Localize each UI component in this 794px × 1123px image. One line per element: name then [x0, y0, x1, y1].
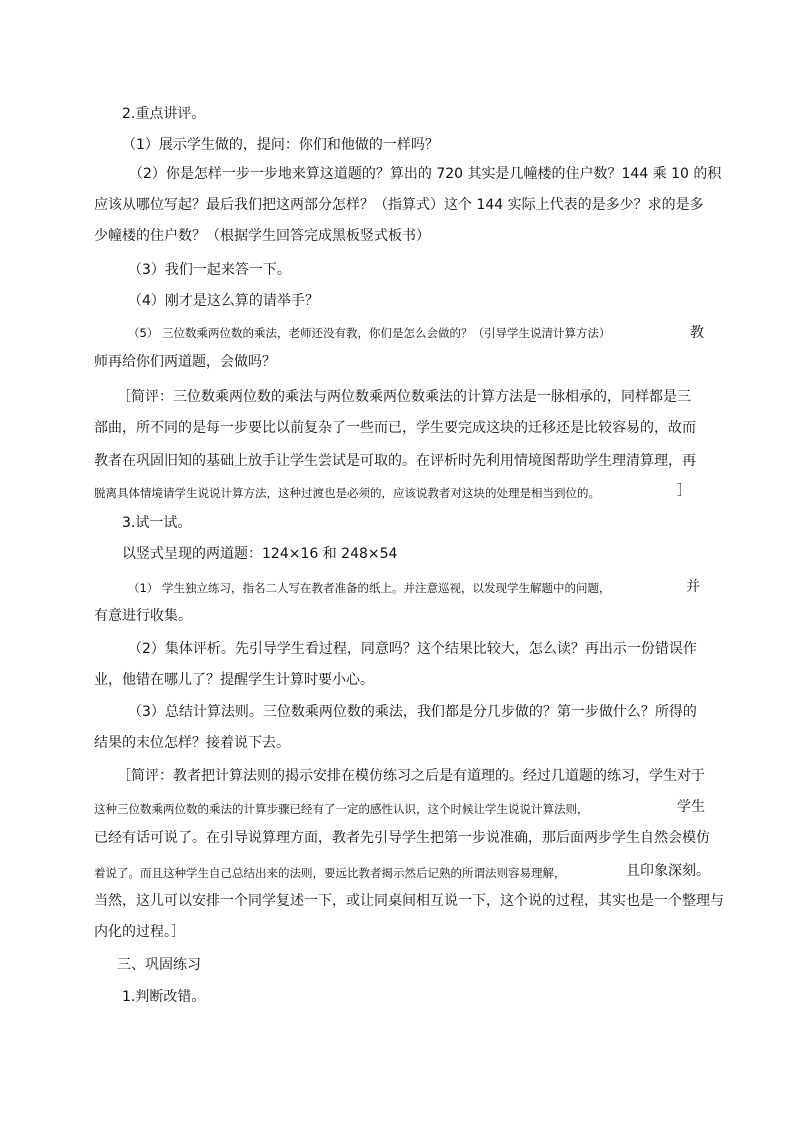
- comment-line: 内化的过程。］: [94, 924, 185, 940]
- paragraph-line: （5） 三位数乘两位数的乘法，老师还没有教，你们是怎么会做的？（引导学生说清计算方法）: [128, 326, 611, 340]
- comment-line: 这种三位数乘两位数的乘法的计算步骤已经有了一定的感性认识，这个时候让学生说说计算法则，: [94, 802, 589, 816]
- paragraph-line: （3）总结计算法则。三位数乘两位数的乘法，我们都是分几步做的？第一步做什么？所得的: [128, 704, 697, 720]
- paragraph-line: （4）刚才是这么算的请举手？: [128, 293, 319, 309]
- paragraph-line: 业，他错在哪儿了？提醒学生计算时要小心。: [94, 672, 374, 688]
- paragraph-line: 结果的末位怎样？接着说下去。: [94, 735, 290, 751]
- heading-key-review: 2.重点讲评。: [122, 106, 206, 122]
- paragraph-line: （3）我们一起来答一下。: [128, 262, 291, 278]
- paragraph-line: 少幢楼的住户数？（根据学生回答完成黑板竖式板书）: [94, 228, 430, 244]
- comment-line: ［简评：教者把计算法则的揭示安排在模仿练习之后是有道理的。经过几道题的练习，学生对于: [117, 768, 705, 784]
- comment-close-bracket: ］: [677, 483, 691, 499]
- comment-line: 脱离具体情境请学生说说计算方法，这种过渡也是必须的，应该说教者对这块的处理是相当到位的。: [94, 486, 600, 500]
- paragraph-line: （2）你是怎样一步一步地来算这道题的？算出的 720 其实是几幢楼的住户数？144 乘 10 的积: [129, 166, 722, 182]
- paragraph-line: 应该从哪位写起？最后我们把这两部分怎样？（指算式）这个 144 实际上代表的是多少？求的是多: [94, 197, 704, 213]
- paragraph-line: 师再给你们两道题，会做吗？: [94, 354, 276, 370]
- heading-try: 3.试一试。: [122, 515, 192, 531]
- paragraph-line-tail: 教: [690, 325, 704, 341]
- comment-line: 着说了。而且这种学生自己总结出来的法则，要远比教者揭示然后记熟的所谓法则容易理解，: [94, 866, 566, 880]
- comment-line: 部曲，所不同的是每一步要比以前复杂了一些而已，学生要完成这块的迁移还是比较容易的，故而: [94, 420, 696, 436]
- comment-line: 已经有话可说了。在引导说算理方面，教者先引导学生把第一步说准确，那后面两步学生自然会模仿: [94, 830, 710, 846]
- paragraph-line: 以竖式呈现的两道题：124×16 和 248×54: [122, 546, 398, 562]
- paragraph-line: （2）集体评析。先引导学生看过程，同意吗？这个结果比较大，怎么读？再出示一份错误作: [128, 641, 697, 657]
- comment-line: 当然，这儿可以安排一个同学复述一下，或让同桌间相互说一下，这个说的过程，其实也是一个整理与: [94, 893, 724, 909]
- paragraph-line-tail: 并: [686, 579, 700, 595]
- subsection-heading: 1.判断改错。: [122, 989, 206, 1005]
- paragraph-line: 有意进行收集。: [94, 608, 192, 624]
- comment-line-tail: 且印象深刻。: [626, 863, 710, 879]
- comment-line: ［简评：三位数乘两位数的乘法与两位数乘两位数乘法的计算方法是一脉相承的，同样都是三: [117, 389, 691, 405]
- section-heading: 三、巩固练习: [117, 957, 201, 973]
- paragraph-line: （1） 学生独立练习，指名二人写在教者准备的纸上。并注意巡视，以发现学生解题中的问题，: [128, 581, 611, 595]
- comment-line-tail: 学生: [677, 799, 705, 815]
- comment-line: 教者在巩固旧知的基础上放手让学生尝试是可取的。在评析时先利用情境图帮助学生理清算理，再: [94, 453, 696, 469]
- paragraph-line: （1）展示学生做的，提问：你们和他做的一样吗？: [122, 137, 439, 153]
